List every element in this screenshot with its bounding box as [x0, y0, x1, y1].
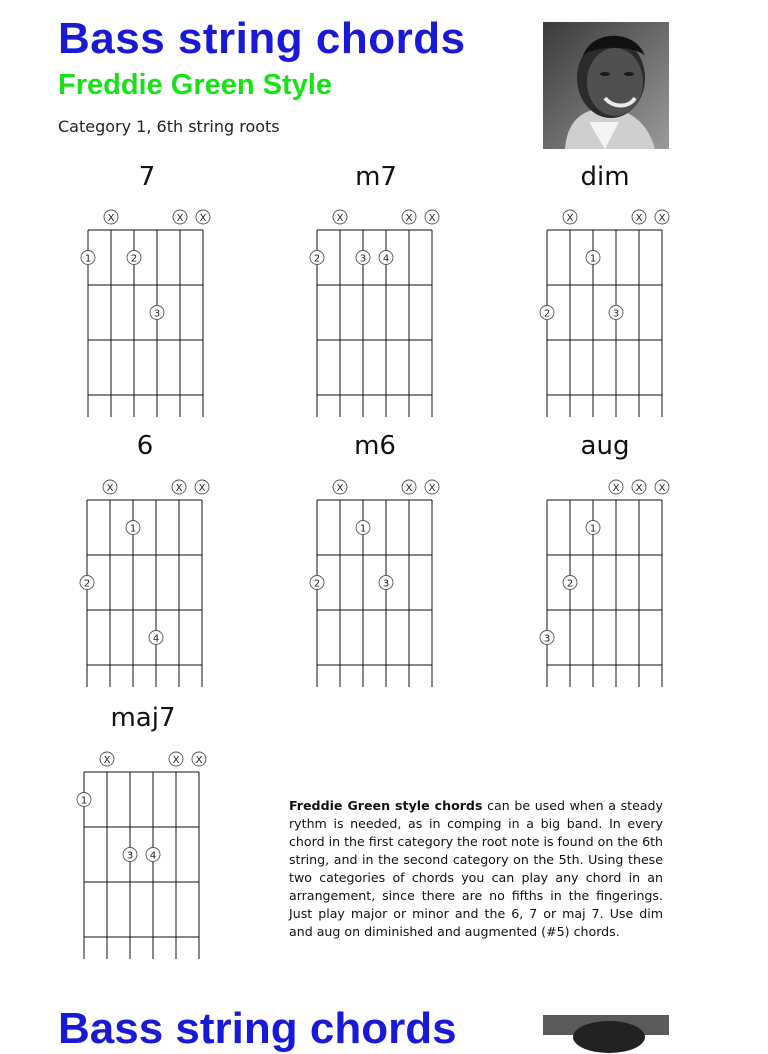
svg-text:3: 3 [359, 253, 367, 265]
svg-text:X: X [428, 483, 436, 494]
svg-text:3: 3 [382, 578, 390, 590]
muted-string-marker [425, 210, 439, 224]
chord-name: 6 [136, 431, 154, 461]
svg-text:3: 3 [612, 308, 620, 320]
finger-marker [379, 251, 393, 265]
next-portrait-photo [543, 1015, 669, 1035]
chord-name: maj7 [110, 703, 176, 733]
svg-text:X: X [635, 483, 643, 494]
finger-marker [609, 306, 623, 320]
finger-marker [356, 251, 370, 265]
finger-marker [586, 251, 600, 265]
finger-marker [586, 521, 600, 535]
svg-text:X: X [658, 483, 666, 494]
description-text: can be used when a steady rythm is needed, as in comping in a big band. In every chord in the first category the root note is found on the 6th string, and in the second category on the 5th. Using these two categories of chords you can play any chord in an arrangement, since there are no fifths in the fingerings. Just play major or minor and the 6, 7 or maj 7. Use dim and aug on diminished and augmented (#5) chords. [289, 798, 664, 939]
chord-diagram-6 [75, 474, 214, 693]
muted-string-marker [172, 480, 186, 494]
muted-string-marker [333, 480, 347, 494]
chord-diagram-maj7 [72, 746, 211, 965]
svg-text:2: 2 [130, 253, 138, 265]
muted-string-marker [402, 480, 416, 494]
muted-string-marker [104, 210, 118, 224]
svg-text:X: X [198, 483, 206, 494]
svg-text:X: X [428, 213, 436, 224]
description-lead: Freddie Green style chords [289, 798, 483, 813]
svg-text:X: X [172, 755, 180, 766]
muted-string-marker [655, 210, 669, 224]
finger-marker [356, 521, 370, 535]
svg-text:2: 2 [313, 578, 321, 590]
svg-text:X: X [612, 483, 620, 494]
finger-marker [81, 251, 95, 265]
muted-string-marker [609, 480, 623, 494]
svg-text:1: 1 [589, 253, 597, 265]
finger-marker [310, 576, 324, 590]
finger-marker [150, 306, 164, 320]
finger-marker [77, 793, 91, 807]
svg-text:X: X [405, 483, 413, 494]
svg-text:X: X [103, 755, 111, 766]
svg-text:1: 1 [359, 523, 367, 535]
svg-text:1: 1 [80, 795, 88, 807]
svg-text:4: 4 [149, 850, 157, 862]
svg-text:X: X [635, 213, 643, 224]
svg-text:2: 2 [543, 308, 551, 320]
svg-text:X: X [107, 213, 115, 224]
chord-diagram-m6 [305, 474, 444, 693]
svg-text:X: X [405, 213, 413, 224]
page-title: Bass string chords [58, 14, 466, 63]
svg-text:X: X [176, 213, 184, 224]
svg-text:X: X [175, 483, 183, 494]
muted-string-marker [655, 480, 669, 494]
svg-text:X: X [106, 483, 114, 494]
chord-diagram-m7 [305, 204, 444, 423]
muted-string-marker [425, 480, 439, 494]
muted-string-marker [563, 210, 577, 224]
finger-marker [126, 521, 140, 535]
muted-string-marker [173, 210, 187, 224]
chord-name: m6 [354, 431, 396, 461]
finger-marker [540, 306, 554, 320]
chord-name: dim [580, 162, 630, 192]
svg-text:X: X [195, 755, 203, 766]
muted-string-marker [100, 752, 114, 766]
chord-name: aug [580, 431, 630, 461]
svg-text:1: 1 [84, 253, 92, 265]
svg-text:X: X [336, 483, 344, 494]
svg-text:1: 1 [129, 523, 137, 535]
svg-text:2: 2 [313, 253, 321, 265]
chord-name: m7 [355, 162, 397, 192]
chord-diagram-aug [535, 474, 674, 693]
finger-marker [123, 848, 137, 862]
muted-string-marker [333, 210, 347, 224]
finger-marker [127, 251, 141, 265]
description [289, 797, 663, 941]
svg-text:3: 3 [153, 308, 161, 320]
muted-string-marker [196, 210, 210, 224]
muted-string-marker [632, 480, 646, 494]
svg-text:X: X [336, 213, 344, 224]
finger-marker [563, 576, 577, 590]
svg-text:X: X [658, 213, 666, 224]
finger-marker [379, 576, 393, 590]
muted-string-marker [195, 480, 209, 494]
chord-name: 7 [138, 162, 156, 192]
muted-string-marker [103, 480, 117, 494]
muted-string-marker [192, 752, 206, 766]
next-section-title: Bass string chords [58, 1004, 457, 1053]
svg-text:4: 4 [382, 253, 390, 265]
finger-marker [146, 848, 160, 862]
finger-marker [149, 631, 163, 645]
svg-text:3: 3 [543, 633, 551, 645]
svg-text:2: 2 [566, 578, 574, 590]
svg-text:4: 4 [152, 633, 160, 645]
portrait-photo [543, 22, 669, 149]
svg-text:2: 2 [83, 578, 91, 590]
finger-marker [540, 631, 554, 645]
svg-text:X: X [566, 213, 574, 224]
svg-text:X: X [199, 213, 207, 224]
muted-string-marker [632, 210, 646, 224]
category-label: Category 1, 6th string roots [58, 117, 280, 136]
muted-string-marker [402, 210, 416, 224]
finger-marker [310, 251, 324, 265]
chord-diagram-dim [535, 204, 674, 423]
svg-text:3: 3 [126, 850, 134, 862]
page-subtitle: Freddie Green Style [58, 69, 332, 101]
finger-marker [80, 576, 94, 590]
muted-string-marker [169, 752, 183, 766]
chord-diagram-7 [76, 204, 215, 423]
svg-text:1: 1 [589, 523, 597, 535]
